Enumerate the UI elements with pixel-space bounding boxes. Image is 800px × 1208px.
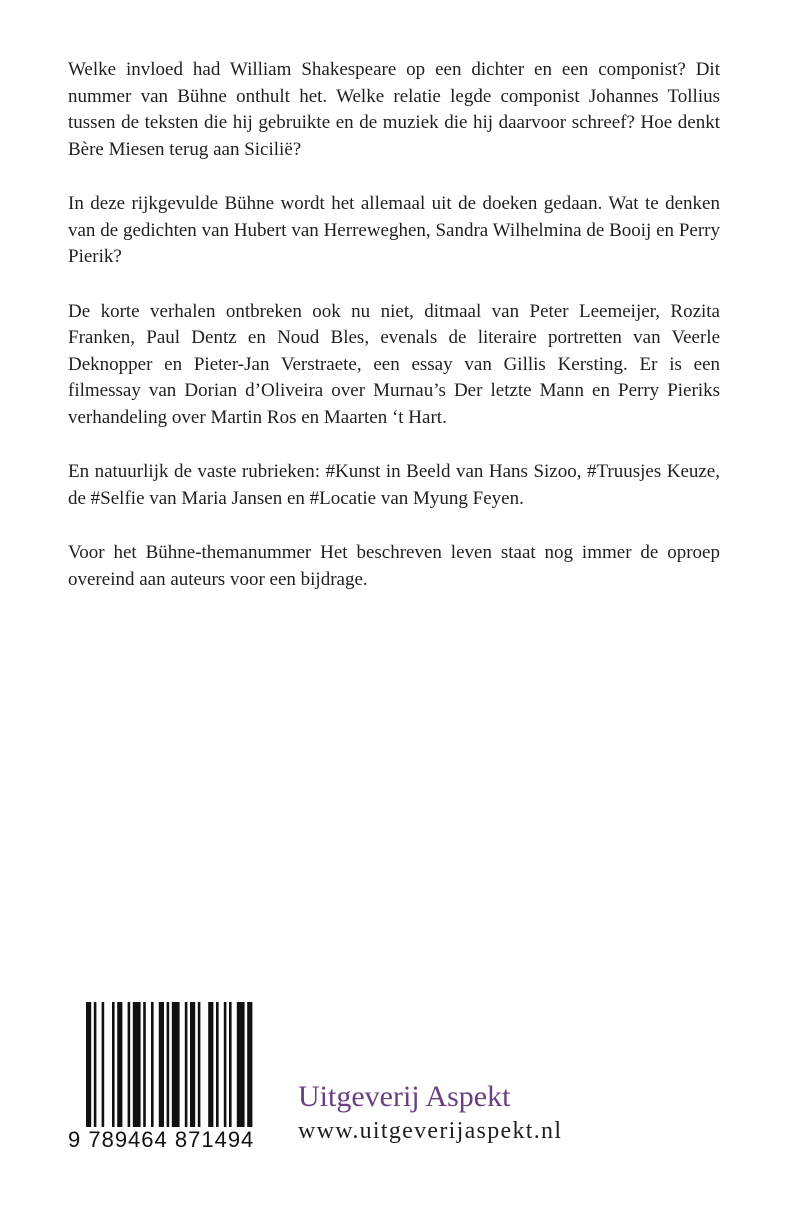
publisher-name: Uitgeverij Aspekt [298, 1080, 511, 1113]
blurb-paragraph: Voor het Bühne-themanummer Het beschreven leven staat nog immer de oproep overeind aan auteurs voor een bijdrage. [68, 542, 720, 590]
blurb-paragraph: Welke invloed had William Shakespeare op een dichter en een componist? Dit nummer van Bühne onthult het. Welke relatie legde componist Johannes Tollius tussen de teksten die hij gebruikte en de muziek die hij daarvoor schreef? Hoe denkt Bère Miesen terug aan Sicilië? [68, 59, 720, 160]
isbn-barcode [68, 1002, 254, 1157]
isbn-number: 9 789464 871494 [68, 1127, 255, 1152]
back-cover-blurb [68, 57, 720, 621]
publisher-website[interactable]: www.uitgeverijaspekt.nl [298, 1118, 563, 1144]
blurb-paragraph: In deze rijkgevulde Bühne wordt het allemaal uit de doeken gedaan. Wat te denken van de gedichten van Hubert van Herreweghen, Sandra Wilhelmina de Booij en Perry Pierik? [68, 193, 720, 267]
blurb-paragraph: En natuurlijk de vaste rubrieken: #Kunst in Beeld van Hans Sizoo, #Truusjes Keuze, de #Selfie van Maria Jansen en #Locatie van Myung Feyen. [68, 461, 720, 509]
blurb-paragraph: De korte verhalen ontbreken ook nu niet, ditmaal van Peter Leemeijer, Rozita Franken, Paul Dentz en Noud Bles, evenals de literaire portretten van Veerle Deknopper en Pieter-Jan Verstraete, een essay van Gillis Kersting. Er is een filmessay van Dorian d’Oliveira over Murnau’s Der letzte Mann en Perry Pieriks verhandeling over Martin Ros en Maarten ‘t Hart. [68, 300, 720, 428]
